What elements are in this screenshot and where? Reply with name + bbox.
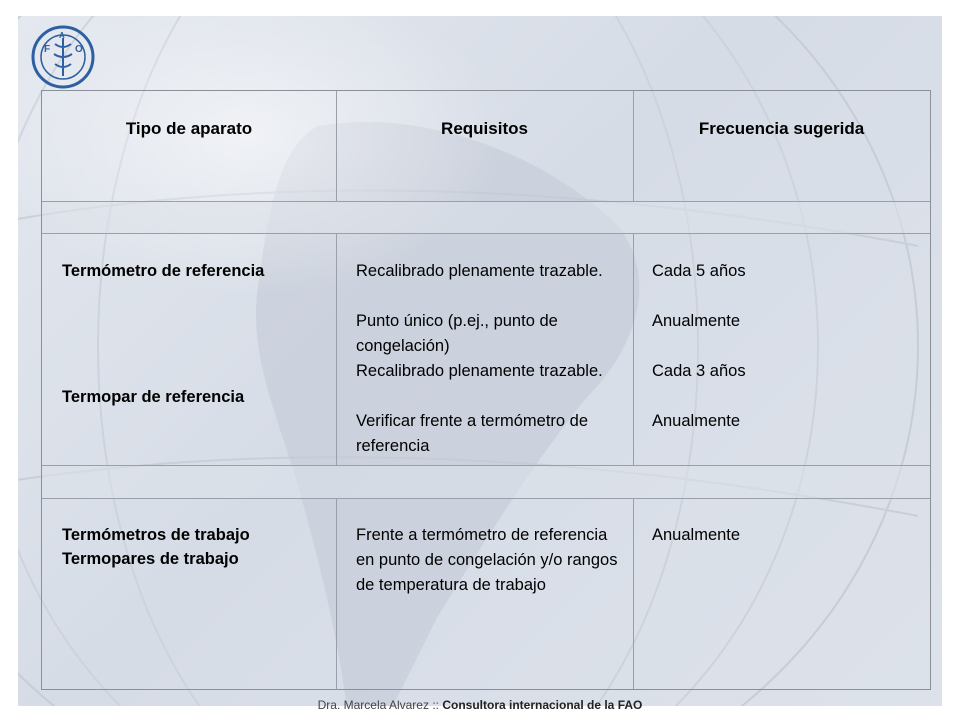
footer-role: Consultora internacional de la FAO bbox=[442, 698, 643, 712]
table-divider bbox=[42, 498, 930, 499]
svg-text:O: O bbox=[75, 44, 83, 55]
column-divider bbox=[633, 498, 634, 689]
column-divider bbox=[336, 233, 337, 465]
header-frecuencia-sugerida: Frecuencia sugerida bbox=[698, 119, 865, 138]
apparatus-termopares-trabajo: Termopares de trabajo bbox=[62, 550, 239, 568]
table-divider bbox=[42, 233, 930, 234]
apparatus-termometro-referencia: Termómetro de referencia bbox=[62, 262, 265, 280]
table-divider bbox=[42, 201, 930, 202]
slide-background bbox=[18, 16, 942, 706]
requirement-item: Frente a termómetro de referencia en punto de congelación y/o rangos de temperatura de trabajo bbox=[356, 526, 618, 594]
requirement-item: Recalibrado plenamente trazable. bbox=[356, 362, 603, 380]
frequency-item: Anualmente bbox=[652, 526, 741, 544]
apparatus-termopar-referencia: Termopar de referencia bbox=[62, 388, 245, 406]
table-gap-band bbox=[42, 201, 930, 233]
frequency-item: Anualmente bbox=[652, 312, 741, 330]
requirement-item: Recalibrado plenamente trazable. bbox=[356, 262, 603, 280]
table-divider bbox=[42, 465, 930, 466]
requirement-item: Punto único (p.ej., punto de congelación) bbox=[356, 312, 558, 355]
header-requisitos: Requisitos bbox=[441, 119, 528, 138]
footer-author: Dra. Marcela Alvarez :: bbox=[317, 698, 443, 712]
column-divider bbox=[336, 498, 337, 689]
table-gap-band bbox=[42, 465, 930, 498]
calibration-table bbox=[41, 90, 931, 690]
frequency-item: Cada 3 años bbox=[652, 362, 746, 380]
frequency-item: Cada 5 años bbox=[652, 262, 746, 280]
fao-logo bbox=[30, 24, 96, 90]
footer-credit bbox=[0, 698, 960, 712]
svg-text:A: A bbox=[59, 31, 65, 40]
column-divider bbox=[633, 91, 634, 201]
header-tipo-de-aparato: Tipo de aparato bbox=[125, 119, 253, 138]
svg-text:F: F bbox=[44, 44, 51, 55]
column-divider bbox=[633, 233, 634, 465]
requirement-item: Verificar frente a termómetro de referencia bbox=[356, 412, 589, 455]
apparatus-termometros-trabajo: Termómetros de trabajo bbox=[62, 526, 250, 544]
frequency-item: Anualmente bbox=[652, 412, 741, 430]
column-divider bbox=[336, 91, 337, 201]
